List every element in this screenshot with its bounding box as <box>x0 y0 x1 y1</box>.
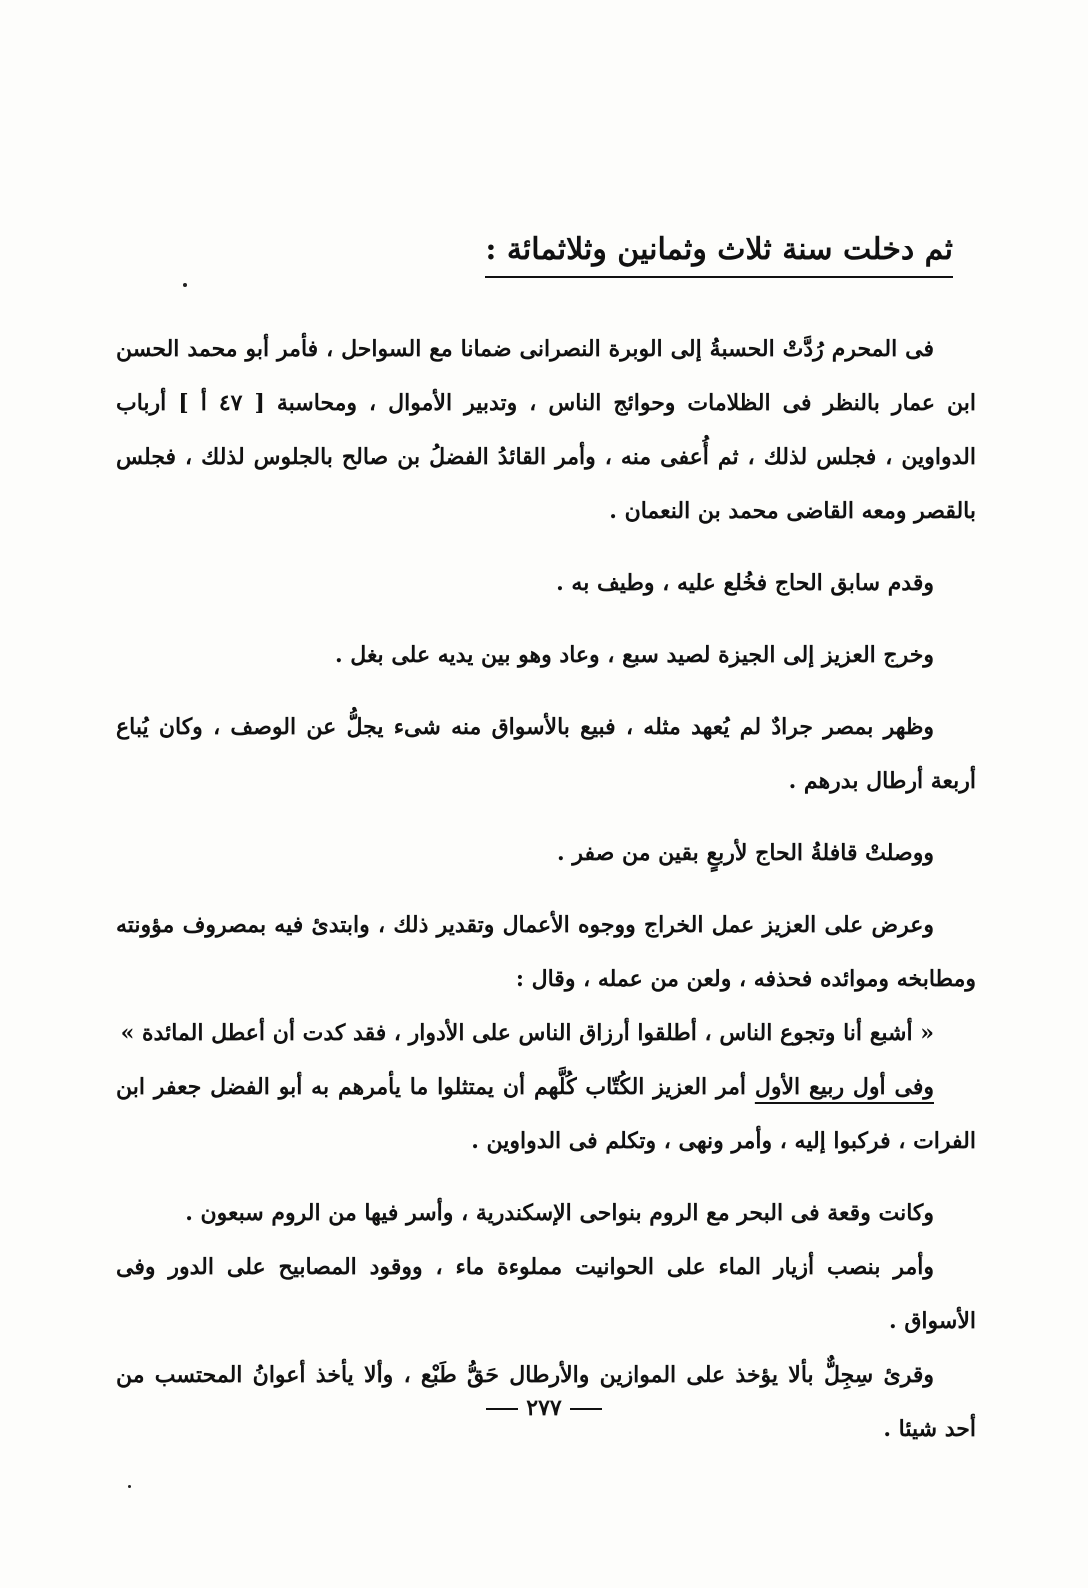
paragraph-pilgrim-herald: وقدم سابق الحاج فخُلع عليه ، وطيف به . <box>556 570 934 596</box>
paragraph-quote: « أشبع أنا وتجوع الناس ، أطلقوا أرزاق الناس على الأدوار ، فقد كدت أن أعطل المائدة » <box>120 1020 934 1046</box>
underlined-phrase: وفى أول ربيع الأول <box>754 1074 934 1100</box>
paragraph-water-jars: وأمر بنصب أزيار الماء على الحوانيت مملوءة ماء ، ووقود المصابيح على الدور وفى الأسواق . <box>116 1254 976 1334</box>
chapter-heading: ثم دخلت سنة ثلاث وثمانين وثلاثمائة : <box>485 228 953 278</box>
page-number <box>0 1395 1088 1421</box>
page-number-dash <box>486 1408 518 1410</box>
paragraph-sea-battle: وكانت وقعة فى البحر مع الروم بنواحى الإسكندرية ، وأسر فيها من الروم سبعون . <box>185 1200 934 1226</box>
paragraph-rabi-rest: أمر العزيز الكُتّاب كُلَّهم أن يمتثلوا ما يأمرهم به أبو الفضل جعفر ابن الفرات ، فركبوا إليه ، وأمر ونهى ، وتكلم فى الدواوين . <box>116 1074 976 1154</box>
page-number-dash <box>570 1408 602 1410</box>
paragraph-giza-hunt: وخرج العزيز إلى الجيزة لصيد سبع ، وعاد وهو بين يديه على بغل . <box>334 642 934 668</box>
body-text <box>116 322 976 1456</box>
paragraph-kharaj: وعرض على العزيز عمل الخراج ووجوه الأعمال وتقدير ذلك ، وابتدئ فيه بمصروف مؤونته ومطابخه وموائده فحذفه ، ولعن من عمله ، وقال : <box>116 912 976 992</box>
paragraph-caravan: ووصلتْ قافلةُ الحاج لأربعٍ بقين من صفر . <box>557 840 934 866</box>
paragraph-rabi <box>116 1060 976 1168</box>
paragraph-decree: وقرئ سِجِلٌّ بألا يؤخذ على الموازين والأرطال حَقُّ طَبْع ، وألا يأخذ أعوانُ المحتسب من أحد شيئا . <box>116 1362 976 1442</box>
scan-speck <box>183 283 187 287</box>
paragraph-muharram: فى المحرم رُدَّتْ الحسبةُ إلى الوبرة النصرانى ضمانا مع السواحل ، فأمر أبو محمد الحسن ابن عمار بالنظر فى الظلامات وحوائج الناس ، وتدبير الأموال ، ومحاسبة [ ٤٧ أ ] أرباب الدواوين ، فجلس لذلك ، ثم أُعفى منه ، وأمر القائدُ الفضلُ بن صالح بالجلوس لذلك ، فجلس بالقصر ومعه القاضى محمد بن النعمان . <box>116 336 976 524</box>
scan-speck <box>128 1485 131 1488</box>
paragraph-locusts: وظهر بمصر جرادٌ لم يُعهد مثله ، فبيع بالأسواق منه شىء يجلُّ عن الوصف ، وكان يُباع أربعة أرطال بدرهم . <box>116 714 976 794</box>
page-number-value: ٢٧٧ <box>526 1395 562 1421</box>
